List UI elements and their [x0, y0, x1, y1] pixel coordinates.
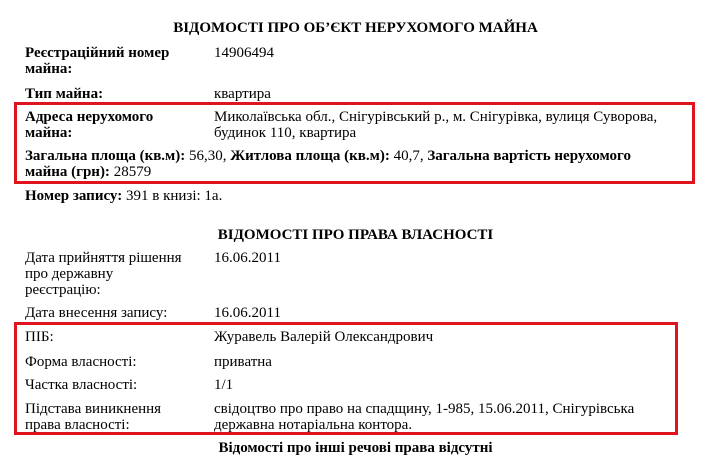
rights-heading: ВІДОМОСТІ ПРО ПРАВА ВЛАСНОСТІ: [217, 227, 494, 243]
property-heading: ВІДОМОСТІ ПРО ОБ’ЄКТ НЕРУХОМОГО МАЙНА: [173, 20, 538, 36]
area-line: [25, 148, 631, 164]
address-label: [25, 109, 153, 141]
record-label: Номер запису:: [25, 188, 123, 204]
total-value-label: Загальна вартість нерухомого: [427, 148, 631, 164]
living-area-value: 40,7,: [393, 148, 424, 164]
total-area-value: 56,30,: [189, 148, 227, 164]
decision-date-label-line2: про державну: [25, 266, 114, 282]
ownership-basis-value-line1: свідоцтво про право на спадщину, 1-985, 15.06.2011, Снігурівська: [214, 401, 635, 417]
address-value-line2: будинок 110, квартира: [214, 125, 357, 141]
ownership-basis-label-line2: права власності:: [25, 417, 130, 433]
entry-date-value: 16.06.2011: [214, 305, 281, 321]
address-value-line1: Миколаївська обл., Снігурівський р., м. Снігурівка, вулиця Суворова,: [214, 109, 658, 125]
value-line: [25, 164, 151, 180]
ownership-share-label: Частка власності:: [25, 377, 138, 393]
ownership-basis-label-line1: Підстава виникнення: [25, 401, 162, 417]
total-value-value: 28579: [113, 164, 152, 180]
owner-name-label: ПІБ:: [25, 329, 54, 345]
ownership-form-label: Форма власності:: [25, 354, 137, 370]
reg-number-label-line1: Реєстраційний номер: [25, 45, 170, 61]
owner-name-value: Журавель Валерій Олександрович: [214, 329, 434, 345]
decision-date-label-line3: реєстрацію:: [25, 282, 101, 298]
record-value: 391 в книзі: 1а.: [125, 188, 223, 204]
property-type-label: Тип майна:: [25, 86, 104, 102]
reg-number-value: 14906494: [214, 45, 274, 61]
ownership-basis-value: [214, 401, 634, 433]
reg-number-label-line2: майна:: [25, 61, 73, 77]
ownership-form-value: приватна: [214, 354, 272, 370]
decision-date-label-line1: Дата прийняття рішення: [25, 250, 182, 266]
address-label-line2: майна:: [25, 125, 73, 141]
decision-date-label: [25, 250, 182, 298]
other-rights-note: Відомості про інші речові права відсутні: [218, 440, 493, 456]
reg-number-label: [25, 45, 169, 77]
ownership-basis-label: [25, 401, 161, 433]
address-value: [214, 109, 657, 141]
ownership-share-value: 1/1: [214, 377, 234, 393]
total-area-label: Загальна площа (кв.м):: [25, 148, 186, 164]
property-type-value: квартира: [214, 86, 271, 102]
record-line: [25, 188, 222, 204]
address-label-line1: Адреса нерухомого: [25, 109, 154, 125]
total-value-label-line2: майна (грн):: [25, 164, 110, 180]
entry-date-label: Дата внесення запису:: [25, 305, 168, 321]
living-area-label: Житлова площа (кв.м):: [230, 148, 390, 164]
ownership-basis-value-line2: державна нотаріальна контора.: [214, 417, 413, 433]
decision-date-value: 16.06.2011: [214, 250, 281, 266]
